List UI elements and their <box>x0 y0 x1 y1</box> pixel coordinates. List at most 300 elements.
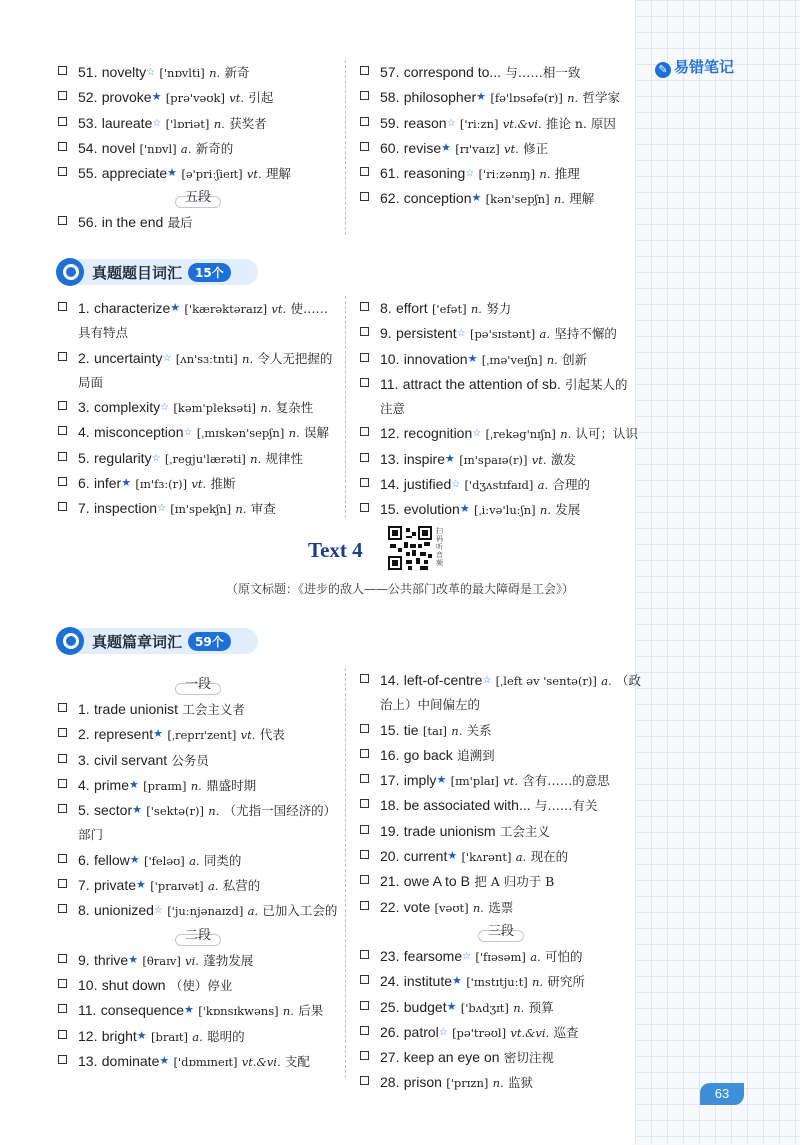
vocab-entry <box>58 446 338 471</box>
checkbox-icon <box>58 302 67 311</box>
entry-meaning: 工会主义 <box>499 823 550 839</box>
paragraph-label-text: 一段 <box>181 673 215 697</box>
checkbox-icon <box>58 779 67 788</box>
entry-word: civil servant <box>93 751 168 768</box>
vocab-entry <box>58 60 338 85</box>
entry-part-of-speech: a. <box>180 141 192 156</box>
vocab-entry <box>58 346 338 396</box>
frequency-star-icon: ★ <box>121 476 132 490</box>
entry-part-of-speech: a. <box>207 879 219 894</box>
entry-number: 6. <box>78 475 90 492</box>
checkbox-icon <box>360 427 369 436</box>
entry-number: 9. <box>78 951 90 968</box>
magnifier-icon <box>56 258 84 286</box>
entry-word: characterize <box>93 300 171 316</box>
entry-part-of-speech: n. <box>242 351 254 366</box>
entry-meaning: 选票 <box>488 899 514 915</box>
entry-number: 3. <box>78 751 90 768</box>
entry-part-of-speech: n. <box>553 192 565 207</box>
checkbox-icon <box>360 724 369 733</box>
entry-word: fearsome <box>403 947 463 964</box>
entry-part-of-speech: vt. <box>503 774 518 789</box>
entry-number: 7. <box>78 500 90 517</box>
frequency-star-icon: ★ <box>167 166 178 180</box>
entry-phonetic: [ˌregju'lærəti] <box>164 451 246 466</box>
vocab-entry <box>360 869 642 894</box>
vocab-entry <box>360 60 640 85</box>
checkbox-icon <box>360 353 369 362</box>
entry-word: trade unionism <box>403 822 496 839</box>
entry-word: correspond to... <box>403 64 502 80</box>
entry-phonetic: [ɪn'spekʃn] <box>170 502 232 517</box>
entry-number: 12. <box>78 1027 98 1044</box>
entry-meaning: 新奇 <box>224 65 250 80</box>
frequency-star-icon: ★ <box>129 777 139 791</box>
frequency-star-icon: ★ <box>446 999 457 1013</box>
checkbox-icon <box>58 1030 67 1039</box>
vocab-entry <box>360 793 642 818</box>
vocab-entry <box>360 472 640 497</box>
entry-part-of-speech: a. <box>189 853 200 868</box>
entry-word: owe A to B <box>403 873 470 890</box>
entry-number: 61. <box>380 165 400 182</box>
entry-number: 2. <box>78 349 90 366</box>
frequency-star-icon: ★ <box>471 191 482 205</box>
vocab-entry <box>360 447 640 472</box>
entry-number: 54. <box>78 139 98 156</box>
checkbox-icon <box>360 453 369 462</box>
entry-number: 20. <box>380 848 400 865</box>
entry-number: 28. <box>380 1074 400 1091</box>
entry-word: represent <box>93 726 154 743</box>
entry-phonetic: ['juːnjənaɪzd] <box>167 904 244 919</box>
original-title: （原文标题：《进步的敌人——公共部门改革的最大障碍是工会》） <box>225 582 574 596</box>
checkbox-icon <box>58 216 67 225</box>
entry-meaning: 新奇的 <box>195 140 234 156</box>
entry-word: reason <box>403 114 447 131</box>
entry-word: patrol <box>403 1023 439 1040</box>
checkbox-icon <box>360 1076 369 1085</box>
entry-word: keep an eye on <box>403 1049 500 1066</box>
vocab-entry <box>58 873 338 898</box>
entry-number: 13. <box>380 450 400 467</box>
frequency-star-icon: ★ <box>132 803 142 817</box>
entry-phonetic: [vəʊt] <box>434 900 469 915</box>
entry-meaning: 引起 <box>248 90 274 106</box>
entry-number: 5. <box>78 802 90 819</box>
entry-meaning: 复杂性 <box>275 400 314 416</box>
entry-phonetic: [ˌmɪskən'sepʃn] <box>196 426 285 441</box>
entry-phonetic: [taɪ] <box>422 723 447 738</box>
entry-number: 8. <box>78 902 90 919</box>
checkbox-icon <box>360 850 369 859</box>
entry-part-of-speech: n. <box>513 1000 525 1015</box>
entry-number: 17. <box>380 772 400 789</box>
checkbox-icon <box>360 799 369 808</box>
entry-number: 21. <box>380 873 400 890</box>
entry-part-of-speech: vt. <box>504 141 519 156</box>
entry-meaning: 激发 <box>550 451 576 467</box>
entry-phonetic: [praɪm] <box>143 778 187 793</box>
entry-meaning: 推论 n. 原因 <box>545 115 616 131</box>
entry-number: 10. <box>380 350 400 367</box>
section-title: 真题题目词汇 15个 <box>92 262 231 283</box>
entry-part-of-speech: n. <box>560 427 572 442</box>
entry-meaning: 理解 <box>569 191 595 207</box>
frequency-star-icon: ☆ <box>153 905 163 917</box>
checkbox-icon <box>58 979 67 988</box>
frequency-star-icon: ☆ <box>146 67 156 78</box>
entry-phonetic: ['dɒmɪneɪt] <box>173 1054 238 1069</box>
vocab-entry <box>58 798 338 848</box>
vocab-entry <box>360 743 642 768</box>
entry-part-of-speech: vt. <box>191 477 207 492</box>
entry-word: uncertainty <box>93 349 163 366</box>
magnifier-icon <box>56 627 84 655</box>
entry-word: left-of-centre <box>403 672 483 688</box>
vocab-entry <box>360 718 642 743</box>
vocab-entry <box>360 85 640 110</box>
frequency-star-icon: ★ <box>447 849 458 863</box>
entry-meaning: 鼎盛时期 <box>206 777 257 793</box>
vocab-entry <box>360 111 640 136</box>
vocab-entry <box>360 844 642 869</box>
entry-number: 25. <box>380 998 400 1015</box>
paragraph-label <box>58 186 338 210</box>
entry-meaning: 现在的 <box>530 849 569 865</box>
checkbox-icon <box>360 478 369 487</box>
entry-part-of-speech: vt.&vi. <box>502 116 542 131</box>
entry-number: 60. <box>380 139 400 156</box>
entry-meaning: 哲学家 <box>582 90 620 106</box>
entry-part-of-speech: n. <box>567 91 579 106</box>
checkbox-icon <box>360 167 369 176</box>
top-left-column <box>58 60 338 236</box>
entry-number: 9. <box>380 325 392 342</box>
entry-word: misconception <box>93 424 184 441</box>
vocab-entry <box>360 347 640 372</box>
entry-meaning: （使）停业 <box>169 977 233 993</box>
checkbox-icon <box>58 142 67 151</box>
entry-phonetic: [ˌiːvə'luːʃn] <box>473 503 536 518</box>
entry-meaning: 支配 <box>284 1053 310 1069</box>
entry-part-of-speech: n. <box>250 451 262 466</box>
frequency-star-icon: ★ <box>151 90 162 104</box>
vocab-entry <box>58 296 338 346</box>
entry-number: 19. <box>380 822 400 839</box>
entry-number: 7. <box>78 877 90 894</box>
entry-phonetic: [ˌreprɪ'zent] <box>167 728 237 743</box>
frequency-star-icon: ☆ <box>451 479 461 491</box>
entry-part-of-speech: a. <box>515 850 527 865</box>
frequency-star-icon: ☆ <box>465 168 475 180</box>
checkbox-icon <box>360 302 369 311</box>
entry-word: vote <box>403 898 431 915</box>
entry-meaning: 理解 <box>265 166 291 182</box>
vocab-entry <box>360 668 642 718</box>
frequency-star-icon: ★ <box>128 952 139 966</box>
section-title: 真题篇章词汇 59个 <box>92 631 231 652</box>
entry-word: budget <box>403 998 447 1015</box>
entry-phonetic: ['praɪvət] <box>150 879 204 894</box>
entry-phonetic: ['feləʊ] <box>143 853 185 868</box>
checkbox-icon <box>58 66 67 75</box>
entry-word: revise <box>403 139 442 156</box>
entry-number: 11. <box>78 1002 97 1019</box>
checkbox-icon <box>360 901 369 910</box>
entry-number: 53. <box>78 114 98 131</box>
entry-word: dominate <box>101 1052 160 1069</box>
entry-word: recognition <box>403 425 473 442</box>
entry-part-of-speech: n. <box>532 975 544 990</box>
entry-part-of-speech: a. <box>530 949 541 964</box>
frequency-star-icon: ★ <box>436 773 447 787</box>
entry-part-of-speech: n. <box>539 167 551 182</box>
frequency-star-icon: ★ <box>445 451 455 465</box>
frequency-star-icon: ★ <box>452 974 462 988</box>
vocab-entry <box>360 161 640 186</box>
checkbox-icon <box>360 378 369 387</box>
entry-number: 6. <box>78 851 90 868</box>
entry-word: justified <box>403 476 452 493</box>
checkbox-icon <box>58 804 67 813</box>
vocab-entry <box>58 722 338 747</box>
entry-meaning: 修正 <box>523 140 549 156</box>
count-badge: 15个 <box>188 263 231 282</box>
checkbox-icon <box>58 954 67 963</box>
entry-number: 18. <box>380 797 400 814</box>
entry-part-of-speech: a. <box>539 327 551 342</box>
entry-number: 15. <box>380 721 400 738</box>
entry-meaning: 预算 <box>528 999 554 1015</box>
vocab-entry <box>360 372 640 422</box>
entry-part-of-speech: n. <box>260 401 272 416</box>
frequency-star-icon: ☆ <box>152 117 162 129</box>
entry-word: prison <box>403 1074 442 1091</box>
frequency-star-icon: ☆ <box>446 117 456 129</box>
entry-word: novel <box>101 139 136 156</box>
frequency-star-icon: ☆ <box>157 503 166 515</box>
entry-meaning: 追溯到 <box>457 747 495 763</box>
entry-part-of-speech: n. <box>209 66 221 80</box>
checkbox-icon <box>360 749 369 758</box>
frequency-star-icon: ☆ <box>472 428 482 440</box>
entry-word: bright <box>101 1027 137 1044</box>
checkbox-icon <box>58 502 67 511</box>
entry-part-of-speech: n. <box>213 116 225 131</box>
vocab-entry <box>360 768 642 793</box>
vocab-entry <box>58 111 338 136</box>
frequency-star-icon: ★ <box>170 301 181 314</box>
entry-word: private <box>93 877 137 894</box>
entry-word: evolution <box>403 501 460 518</box>
entry-part-of-speech: vt. <box>240 728 256 743</box>
paragraph-label-text: 三段 <box>484 920 518 944</box>
entry-meaning: 合理的 <box>552 477 590 493</box>
bottom-right-column <box>360 668 642 1096</box>
entry-meaning: 巡查 <box>553 1024 579 1040</box>
entry-meaning: 发展 <box>555 502 581 518</box>
entry-number: 24. <box>380 973 400 990</box>
checkbox-icon <box>58 1004 67 1013</box>
paragraph-label-text: 五段 <box>181 186 215 210</box>
vocab-entry <box>58 898 338 923</box>
checkbox-icon <box>58 904 67 913</box>
entry-meaning: 同类的 <box>203 852 242 868</box>
entry-meaning: 与……有关 <box>534 798 598 814</box>
vocab-entry <box>360 497 640 522</box>
entry-meaning: 规律性 <box>265 450 304 466</box>
entry-part-of-speech: a. <box>537 478 549 493</box>
entry-word: infer <box>93 475 122 492</box>
frequency-star-icon: ☆ <box>151 452 161 464</box>
entry-part-of-speech: vt.&vi. <box>241 1054 281 1069</box>
entry-meaning: （政治上）中间偏左的 <box>380 673 642 713</box>
entry-number: 56. <box>78 214 98 231</box>
vocab-entry <box>360 186 640 211</box>
column-divider <box>345 60 346 235</box>
entry-phonetic: ['dʒʌstɪfaɪd] <box>464 478 534 493</box>
vocab-entry <box>58 136 338 161</box>
frequency-star-icon: ★ <box>184 1003 194 1017</box>
entry-phonetic: [pə'sɪstənt] <box>469 327 536 342</box>
vocab-entry <box>58 1049 338 1074</box>
checkbox-icon <box>360 975 369 984</box>
entry-number: 1. <box>78 701 90 717</box>
checkbox-icon <box>58 854 67 863</box>
checkbox-icon <box>58 754 67 763</box>
frequency-star-icon: ★ <box>129 852 140 866</box>
vocab-entry <box>360 321 640 346</box>
entry-part-of-speech: a. <box>192 1029 203 1044</box>
entry-part-of-speech: n. <box>208 804 220 819</box>
frequency-star-icon: ☆ <box>456 328 466 340</box>
entry-part-of-speech: a. <box>601 674 612 688</box>
entry-number: 13. <box>78 1052 98 1069</box>
middle-right-column <box>360 296 640 523</box>
vocab-entry <box>58 697 338 722</box>
vocab-entry <box>360 969 642 994</box>
entry-number: 2. <box>78 726 90 743</box>
entry-meaning: 后果 <box>298 1003 324 1019</box>
entry-phonetic: ['efət] <box>431 302 467 316</box>
entry-word: laureate <box>101 114 153 131</box>
entry-phonetic: ['lɒriət] <box>165 116 210 131</box>
entry-number: 16. <box>380 746 400 763</box>
entry-word: appreciate <box>101 165 168 182</box>
entry-word: provoke <box>101 89 152 106</box>
entry-meaning: 私营的 <box>222 878 261 894</box>
checkbox-icon <box>360 825 369 834</box>
frequency-star-icon: ☆ <box>482 675 492 686</box>
entry-phonetic: [fə'lɒsəfə(r)] <box>490 91 563 106</box>
entry-part-of-speech: n. <box>539 503 551 518</box>
entry-number: 3. <box>78 399 90 416</box>
entry-phonetic: ['riːzənɪŋ] <box>478 167 536 182</box>
checkbox-icon <box>360 192 369 201</box>
entry-word: unionized <box>93 902 154 919</box>
checkbox-icon <box>360 91 369 100</box>
paragraph-label <box>58 673 338 697</box>
entry-number: 14. <box>380 672 400 688</box>
entry-number: 26. <box>380 1023 400 1040</box>
column-divider <box>345 296 346 518</box>
entry-number: 51. <box>78 64 98 80</box>
vocab-entry <box>360 296 640 321</box>
checkbox-icon <box>58 352 67 361</box>
entry-word: current <box>403 848 448 865</box>
vocab-entry <box>58 973 338 998</box>
entry-meaning: 使……具有特点 <box>78 301 329 341</box>
checkbox-icon <box>58 1055 67 1064</box>
entry-phonetic: [ˌrekəg'nɪʃn] <box>485 427 556 442</box>
entry-phonetic: [kəm'pleksəti] <box>173 401 257 416</box>
entry-meaning: 创新 <box>562 351 588 367</box>
paragraph-label <box>360 920 642 944</box>
frequency-star-icon: ☆ <box>438 1026 448 1038</box>
entry-phonetic: ['nɒvlti] <box>159 66 205 80</box>
entry-number: 15. <box>380 501 400 518</box>
entry-number: 59. <box>380 114 400 131</box>
entry-meaning: 坚持不懈的 <box>554 326 617 342</box>
entry-meaning: 已加入工会的 <box>262 903 338 919</box>
entry-meaning: 蓬勃发展 <box>203 952 254 968</box>
vocab-entry <box>58 998 338 1023</box>
entry-phonetic: [ˌleft əv 'sentə(r)] <box>495 674 597 688</box>
checkbox-icon <box>360 774 369 783</box>
checkbox-icon <box>58 703 67 712</box>
checkbox-icon <box>360 1001 369 1010</box>
frequency-star-icon: ★ <box>136 878 146 892</box>
checkbox-icon <box>58 401 67 410</box>
entry-part-of-speech: n. <box>190 778 202 793</box>
frequency-star-icon: ☆ <box>183 427 193 439</box>
vocab-entry <box>360 819 642 844</box>
entry-phonetic: [ˌɪnə'veɪʃn] <box>481 352 543 367</box>
entry-number: 5. <box>78 449 90 466</box>
frequency-star-icon: ★ <box>153 727 164 741</box>
paragraph-label <box>58 924 338 948</box>
checkbox-icon <box>360 674 369 683</box>
checkbox-icon <box>58 91 67 100</box>
entry-meaning: 含有……的意思 <box>522 773 610 789</box>
entry-number: 14. <box>380 476 400 493</box>
entry-meaning: 与……相一致 <box>505 65 581 80</box>
entry-phonetic: ['sektə(r)] <box>146 804 204 819</box>
entry-phonetic: ['nɒvl] <box>139 141 177 156</box>
entry-part-of-speech: n. <box>472 900 484 915</box>
vocab-entry <box>58 496 338 521</box>
checkbox-icon <box>58 167 67 176</box>
entry-word: conception <box>403 190 472 207</box>
entry-phonetic: [ʌn'sɜːtnti] <box>175 351 238 366</box>
entry-phonetic: ['ɪnstɪtjuːt] <box>466 975 528 990</box>
checkbox-icon <box>58 117 67 126</box>
frequency-star-icon: ★ <box>467 351 478 365</box>
checkbox-icon <box>58 728 67 737</box>
entry-meaning: 密切注视 <box>503 1050 554 1066</box>
page-number: 63 <box>700 1083 744 1105</box>
vocab-entry <box>58 773 338 798</box>
entry-word: sector <box>93 802 133 819</box>
entry-phonetic: ['bʌdʒɪt] <box>460 1000 509 1015</box>
checkbox-icon <box>58 477 67 486</box>
frequency-star-icon: ★ <box>159 1053 170 1067</box>
entry-phonetic: [rɪ'vaɪz] <box>455 141 500 156</box>
entry-word: inspire <box>403 450 446 467</box>
frequency-star-icon: ★ <box>459 502 470 516</box>
entry-phonetic: ['kʌrənt] <box>461 850 512 865</box>
